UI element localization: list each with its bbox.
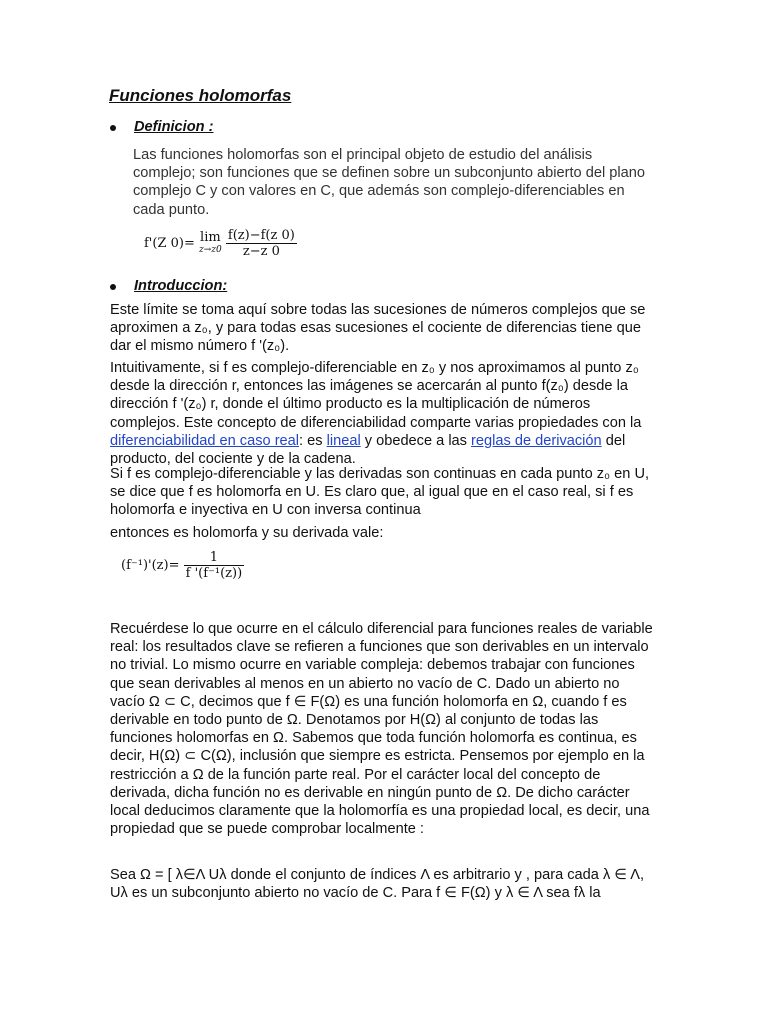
paragraph-limit: Este límite se toma aquí sobre todas las sucesiones de números complejos que se aproximen a z₀, y para todas esas sucesiones el cociente de diferencias tiene que dar el mismo número f '(z₀). (110, 302, 646, 355)
section-heading-introduccion (134, 278, 227, 294)
paragraph-holomorfa-def: Si f es complejo-diferenciable y las derivadas son continuas en cada punto z₀ en U, se dice que f es holomorfa en U. Es claro que, al igual que en el caso real, si f es holomorfa e inyectiva en U con inversa continua (110, 466, 650, 519)
p2-text-a: Intuitivamente, si f es complejo-diferenciable en z₀ y nos aproximamos al punto z₀ desde la dirección r, entonces las imágenes se acercarán al punto f(z₀) desde la dirección f '(z₀) r, donde el último producto es la multiplicación de números complejos. Este concepto de diferenciabilidad comparte varias propiedades con la (110, 360, 642, 431)
bullet-icon (110, 284, 116, 290)
formula1-limit (199, 229, 222, 256)
p2-text-b: : es (299, 432, 327, 449)
formula1-lim-sub: z→z0 (199, 244, 222, 255)
link-lineal[interactable]: lineal (326, 432, 361, 449)
section-heading-definicion (134, 119, 213, 135)
introduccion-label: Introduccion: (134, 278, 228, 294)
formula2-numerator: 1 (184, 550, 245, 566)
bullet-icon (110, 125, 116, 131)
definicion-label: Definicion : (134, 119, 214, 135)
definicion-text: Las funciones holomorfas son el principal objeto de estudio del análisis complejo; son funciones que se definen sobre un subconjunto abierto del plano complejo C y con valores en C, que además son complejo-diferenciables en cada punto. (133, 147, 645, 218)
formula1-lhs: f'(Z 0)= (144, 236, 195, 251)
formula1-lim-text: lim (200, 229, 221, 245)
formula2-lhs: (f⁻¹)'(z)= (121, 558, 180, 573)
paragraph-calculo-diferencial: Recuérdese lo que ocurre en el cálculo diferencial para funciones reales de variable real: los resultados clave se refieren a funciones que son derivables en un intervalo no trivial. Lo mismo ocurre en variable compleja: debemos trabajar con funciones que sean derivables al menos en un abierto no vacío de C. Dado un abierto no vacío Ω ⊂ C, decimos que f ∈ F(Ω) es una función holomorfa en Ω, cuando f es derivable en todo punto de Ω. Denotamos por H(Ω) al conjunto de todas las funciones holomorfas en Ω. Sabemos que toda función holomorfa es continua, es decir, H(Ω) ⊂ C(Ω), inclusión que siempre es estricta. Pensemos por ejemplo en la restricción a Ω de la función parte real. Por el carácter local del concepto de derivada, dicha función no es derivable en ningún punto de Ω. De dicho carácter local deducimos claramente que la holomorfía es una propiedad local, es decir, una propiedad que se puede comprobar localmente : (110, 621, 653, 838)
paragraph-sea-omega: Sea Ω = [ λ∈Λ Uλ donde el conjunto de índices Λ es arbitrario y , para cada λ ∈ Λ, Uλ es un subconjunto abierto no vacío de C. Para f ∈ F(Ω) y λ ∈ Λ sea fλ la (110, 867, 645, 902)
paragraph-intuition (110, 359, 656, 468)
formula2-fraction (184, 550, 245, 581)
formula1-numerator: f(z)−f(z 0) (227, 228, 295, 243)
link-reglas-derivacion[interactable]: reglas de derivación (471, 432, 602, 449)
derivative-formula (144, 228, 297, 259)
formula1-denominator: z−z 0 (242, 244, 280, 259)
p2-text-d: del producto, del cociente y de la cadena. (110, 432, 626, 468)
inverse-derivative-formula (121, 550, 244, 581)
formula1-fraction (226, 228, 297, 259)
formula2-denominator: f '(f⁻¹(z)) (185, 566, 243, 581)
p2-text-c: y obedece a las (360, 432, 472, 449)
paragraph-inverse-intro: entonces es holomorfa y su derivada vale: (110, 525, 384, 541)
page-title: Funciones holomorfas (109, 86, 292, 105)
link-diferenciabilidad-real[interactable]: diferenciabilidad en caso real (110, 432, 300, 449)
